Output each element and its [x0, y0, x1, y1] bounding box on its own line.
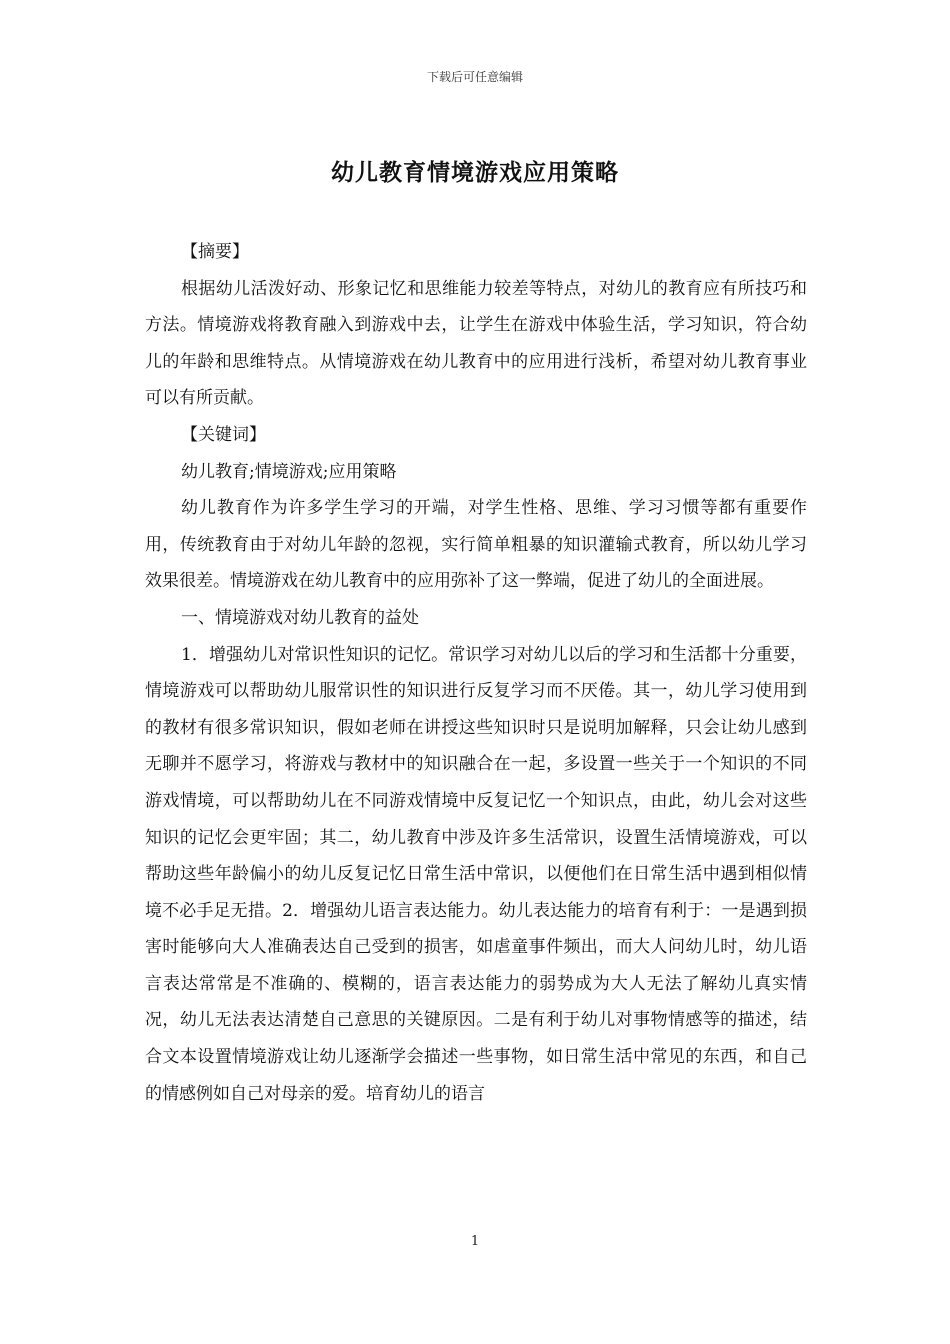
section-heading-1: 一、情境游戏对幼儿教育的益处 — [181, 607, 419, 628]
keywords-list: 幼儿教育;情境游戏;应用策略 — [181, 461, 397, 482]
document-body — [145, 234, 807, 1112]
abstract-paragraph: 根据幼儿活泼好动、形象记忆和思维能力较差等特点，对幼儿的教育应有所技巧和方法。情境游戏将教育融入到游戏中去，让学生在游戏中体验生活，学习知识，符合幼儿的年龄和思维特点。从情境游戏在幼儿教育中的应用进行浅析，希望对幼儿教育事业可以有所贡献。 — [145, 278, 807, 409]
header-note: 下载后可任意编辑 — [426, 70, 523, 84]
document-title: 幼儿教育情境游戏应用策略 — [331, 160, 619, 186]
page-number: 1 — [470, 1234, 480, 1249]
intro-paragraph: 幼儿教育作为许多学生学习的开端，对学生性格、思维、学习习惯等都有重要作用，传统教育由于对幼儿年龄的忽视，实行简单粗暴的知识灌输式教育，所以幼儿学习效果很差。情境游戏在幼儿教育中的应用弥补了这一弊端，促进了幼儿的全面进展。 — [145, 498, 807, 592]
keywords-heading: 【关键词】 — [181, 424, 266, 445]
section-1-paragraph: 1．增强幼儿对常识性知识的记忆。常识学习对幼儿以后的学习和生活都十分重要，情境游戏可以帮助幼儿服常识性的知识进行反复学习而不厌倦。其一，幼儿学习使用到的教材有很多常识知识，假如老师在讲授这些知识时只是说明加解释，只会让幼儿感到无聊并不愿学习，将游戏与教材中的知识融合在一起，多设置一些关于一个知识的不同游戏情境，可以帮助幼儿在不同游戏情境中反复记忆一个知识点，由此，幼儿会对这些知识的记忆会更牢固；其二，幼儿教育中涉及许多生活常识，设置生活情境游戏，可以帮助这些年龄偏小的幼儿反复记忆日常生活中常识，以便他们在日常生活中遇到相似情境不必手足无措。2．增强幼儿语言表达能力。幼儿表达能力的培育有利于：一是遇到损害时能够向大人准确表达自己受到的损害，如虐童事件频出，而大人问幼儿时，幼儿语言表达常常是不准确的、模糊的，语言表达能力的弱势成为大人无法了解幼儿真实情况，幼儿无法表达清楚自己意思的关键原因。二是有利于幼儿对事物情感等的描述，结合文本设置情境游戏让幼儿逐渐学会描述一些事物，如日常生活中常见的东西，和自己的情感例如自己对母亲的爱。培育幼儿的语言 — [145, 644, 807, 1104]
abstract-heading: 【摘要】 — [181, 242, 249, 262]
